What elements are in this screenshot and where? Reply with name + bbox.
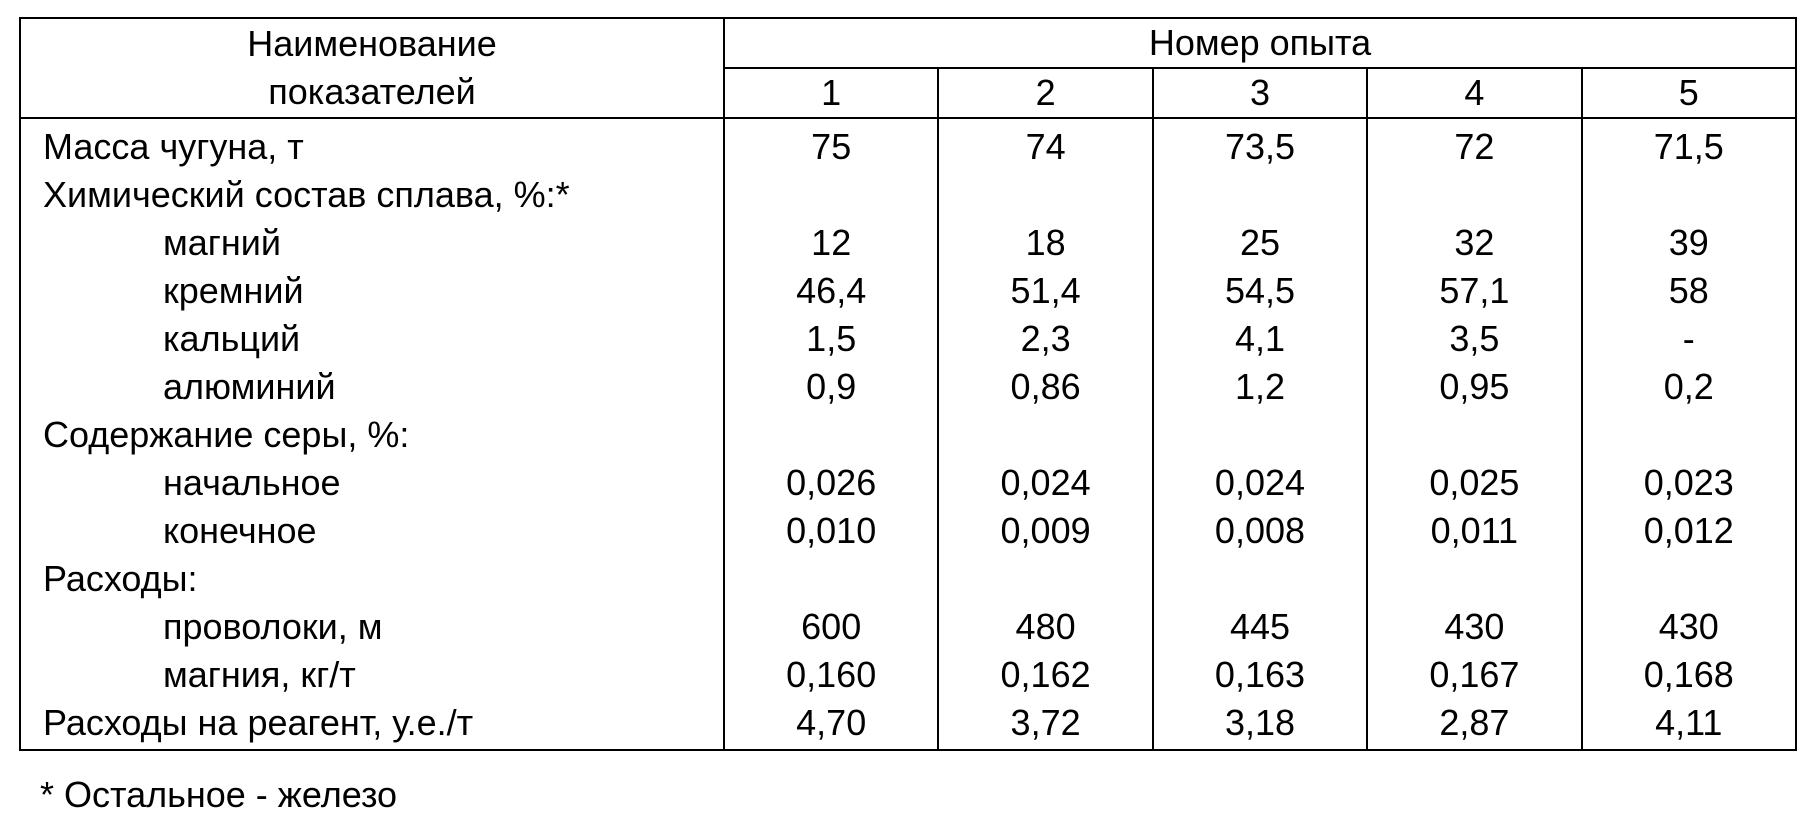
row-sublabel: начальное — [20, 459, 724, 507]
value-cell: 0,024 — [938, 459, 1152, 507]
value-cell: 0,162 — [938, 651, 1152, 699]
value-cell: 480 — [938, 603, 1152, 651]
value-cell — [724, 411, 938, 459]
table-row — [20, 459, 1796, 507]
value-cell: 18 — [938, 219, 1152, 267]
header-name-line-2: показателей — [268, 71, 476, 112]
header-group-label: Номер опыта — [724, 18, 1796, 68]
row-label: Химический состав сплава, %:* — [20, 171, 724, 219]
experiment-number: 5 — [1582, 68, 1796, 118]
value-cell: 2,87 — [1367, 699, 1581, 750]
value-cell: 58 — [1582, 267, 1796, 315]
value-cell: 46,4 — [724, 267, 938, 315]
experiment-number: 1 — [724, 68, 938, 118]
experiment-number: 4 — [1367, 68, 1581, 118]
table-row — [20, 219, 1796, 267]
value-cell: 0,168 — [1582, 651, 1796, 699]
value-cell — [724, 555, 938, 603]
value-cell — [1367, 411, 1581, 459]
experiment-number: 2 — [938, 68, 1152, 118]
value-cell: 0,160 — [724, 651, 938, 699]
row-sublabel: конечное — [20, 507, 724, 555]
value-cell: 71,5 — [1582, 118, 1796, 171]
value-cell: - — [1582, 315, 1796, 363]
value-cell — [1153, 411, 1367, 459]
row-sublabel: алюминий — [20, 363, 724, 411]
value-cell — [1153, 555, 1367, 603]
value-cell: 0,86 — [938, 363, 1152, 411]
table-row — [20, 411, 1796, 459]
table-body — [20, 118, 1796, 750]
value-cell: 72 — [1367, 118, 1581, 171]
value-cell — [724, 171, 938, 219]
value-cell: 0,95 — [1367, 363, 1581, 411]
header-name-cell — [20, 18, 724, 118]
value-cell — [1582, 555, 1796, 603]
footnote: * Остальное - железо — [40, 774, 398, 815]
table-row — [20, 651, 1796, 699]
value-cell: 0,9 — [724, 363, 938, 411]
value-cell: 0,008 — [1153, 507, 1367, 555]
row-label: Содержание серы, %: — [20, 411, 724, 459]
value-cell — [1582, 171, 1796, 219]
table-row — [20, 507, 1796, 555]
value-cell: 0,2 — [1582, 363, 1796, 411]
value-cell: 3,72 — [938, 699, 1152, 750]
value-cell: 12 — [724, 219, 938, 267]
value-cell: 430 — [1582, 603, 1796, 651]
value-cell: 51,4 — [938, 267, 1152, 315]
data-table — [19, 17, 1797, 751]
value-cell: 75 — [724, 118, 938, 171]
value-cell: 1,2 — [1153, 363, 1367, 411]
value-cell — [938, 411, 1152, 459]
table-row — [20, 555, 1796, 603]
experiment-number: 3 — [1153, 68, 1367, 118]
value-cell: 1,5 — [724, 315, 938, 363]
value-cell: 0,011 — [1367, 507, 1581, 555]
value-cell: 25 — [1153, 219, 1367, 267]
value-cell: 2,3 — [938, 315, 1152, 363]
value-cell: 4,11 — [1582, 699, 1796, 750]
value-cell — [1153, 171, 1367, 219]
table-row — [20, 315, 1796, 363]
value-cell: 57,1 — [1367, 267, 1581, 315]
value-cell: 0,025 — [1367, 459, 1581, 507]
value-cell: 0,009 — [938, 507, 1152, 555]
value-cell: 73,5 — [1153, 118, 1367, 171]
row-label: Масса чугуна, т — [20, 118, 724, 171]
value-cell: 0,023 — [1582, 459, 1796, 507]
value-cell: 39 — [1582, 219, 1796, 267]
table-row — [20, 699, 1796, 750]
table-row — [20, 363, 1796, 411]
value-cell: 600 — [724, 603, 938, 651]
value-cell: 32 — [1367, 219, 1581, 267]
row-sublabel: кальций — [20, 315, 724, 363]
value-cell: 3,5 — [1367, 315, 1581, 363]
value-cell: 0,010 — [724, 507, 938, 555]
row-sublabel: проволоки, м — [20, 603, 724, 651]
value-cell — [1367, 555, 1581, 603]
value-cell: 0,024 — [1153, 459, 1367, 507]
value-cell: 3,18 — [1153, 699, 1367, 750]
value-cell — [938, 171, 1152, 219]
value-cell: 445 — [1153, 603, 1367, 651]
table-row — [20, 603, 1796, 651]
value-cell: 0,163 — [1153, 651, 1367, 699]
table-row — [20, 118, 1796, 171]
value-cell — [1367, 171, 1581, 219]
table-row — [20, 171, 1796, 219]
row-sublabel: магния, кг/т — [20, 651, 724, 699]
value-cell: 0,026 — [724, 459, 938, 507]
value-cell: 4,70 — [724, 699, 938, 750]
row-label: Расходы на реагент, у.е./т — [20, 699, 724, 750]
table-header — [20, 18, 1796, 118]
header-row-top — [20, 18, 1796, 68]
value-cell — [938, 555, 1152, 603]
value-cell: 0,012 — [1582, 507, 1796, 555]
header-name-line-1: Наименование — [247, 23, 497, 64]
value-cell: 74 — [938, 118, 1152, 171]
value-cell — [1582, 411, 1796, 459]
value-cell: 0,167 — [1367, 651, 1581, 699]
row-sublabel: магний — [20, 219, 724, 267]
value-cell: 4,1 — [1153, 315, 1367, 363]
value-cell: 430 — [1367, 603, 1581, 651]
row-label: Расходы: — [20, 555, 724, 603]
table-row — [20, 267, 1796, 315]
value-cell: 54,5 — [1153, 267, 1367, 315]
row-sublabel: кремний — [20, 267, 724, 315]
